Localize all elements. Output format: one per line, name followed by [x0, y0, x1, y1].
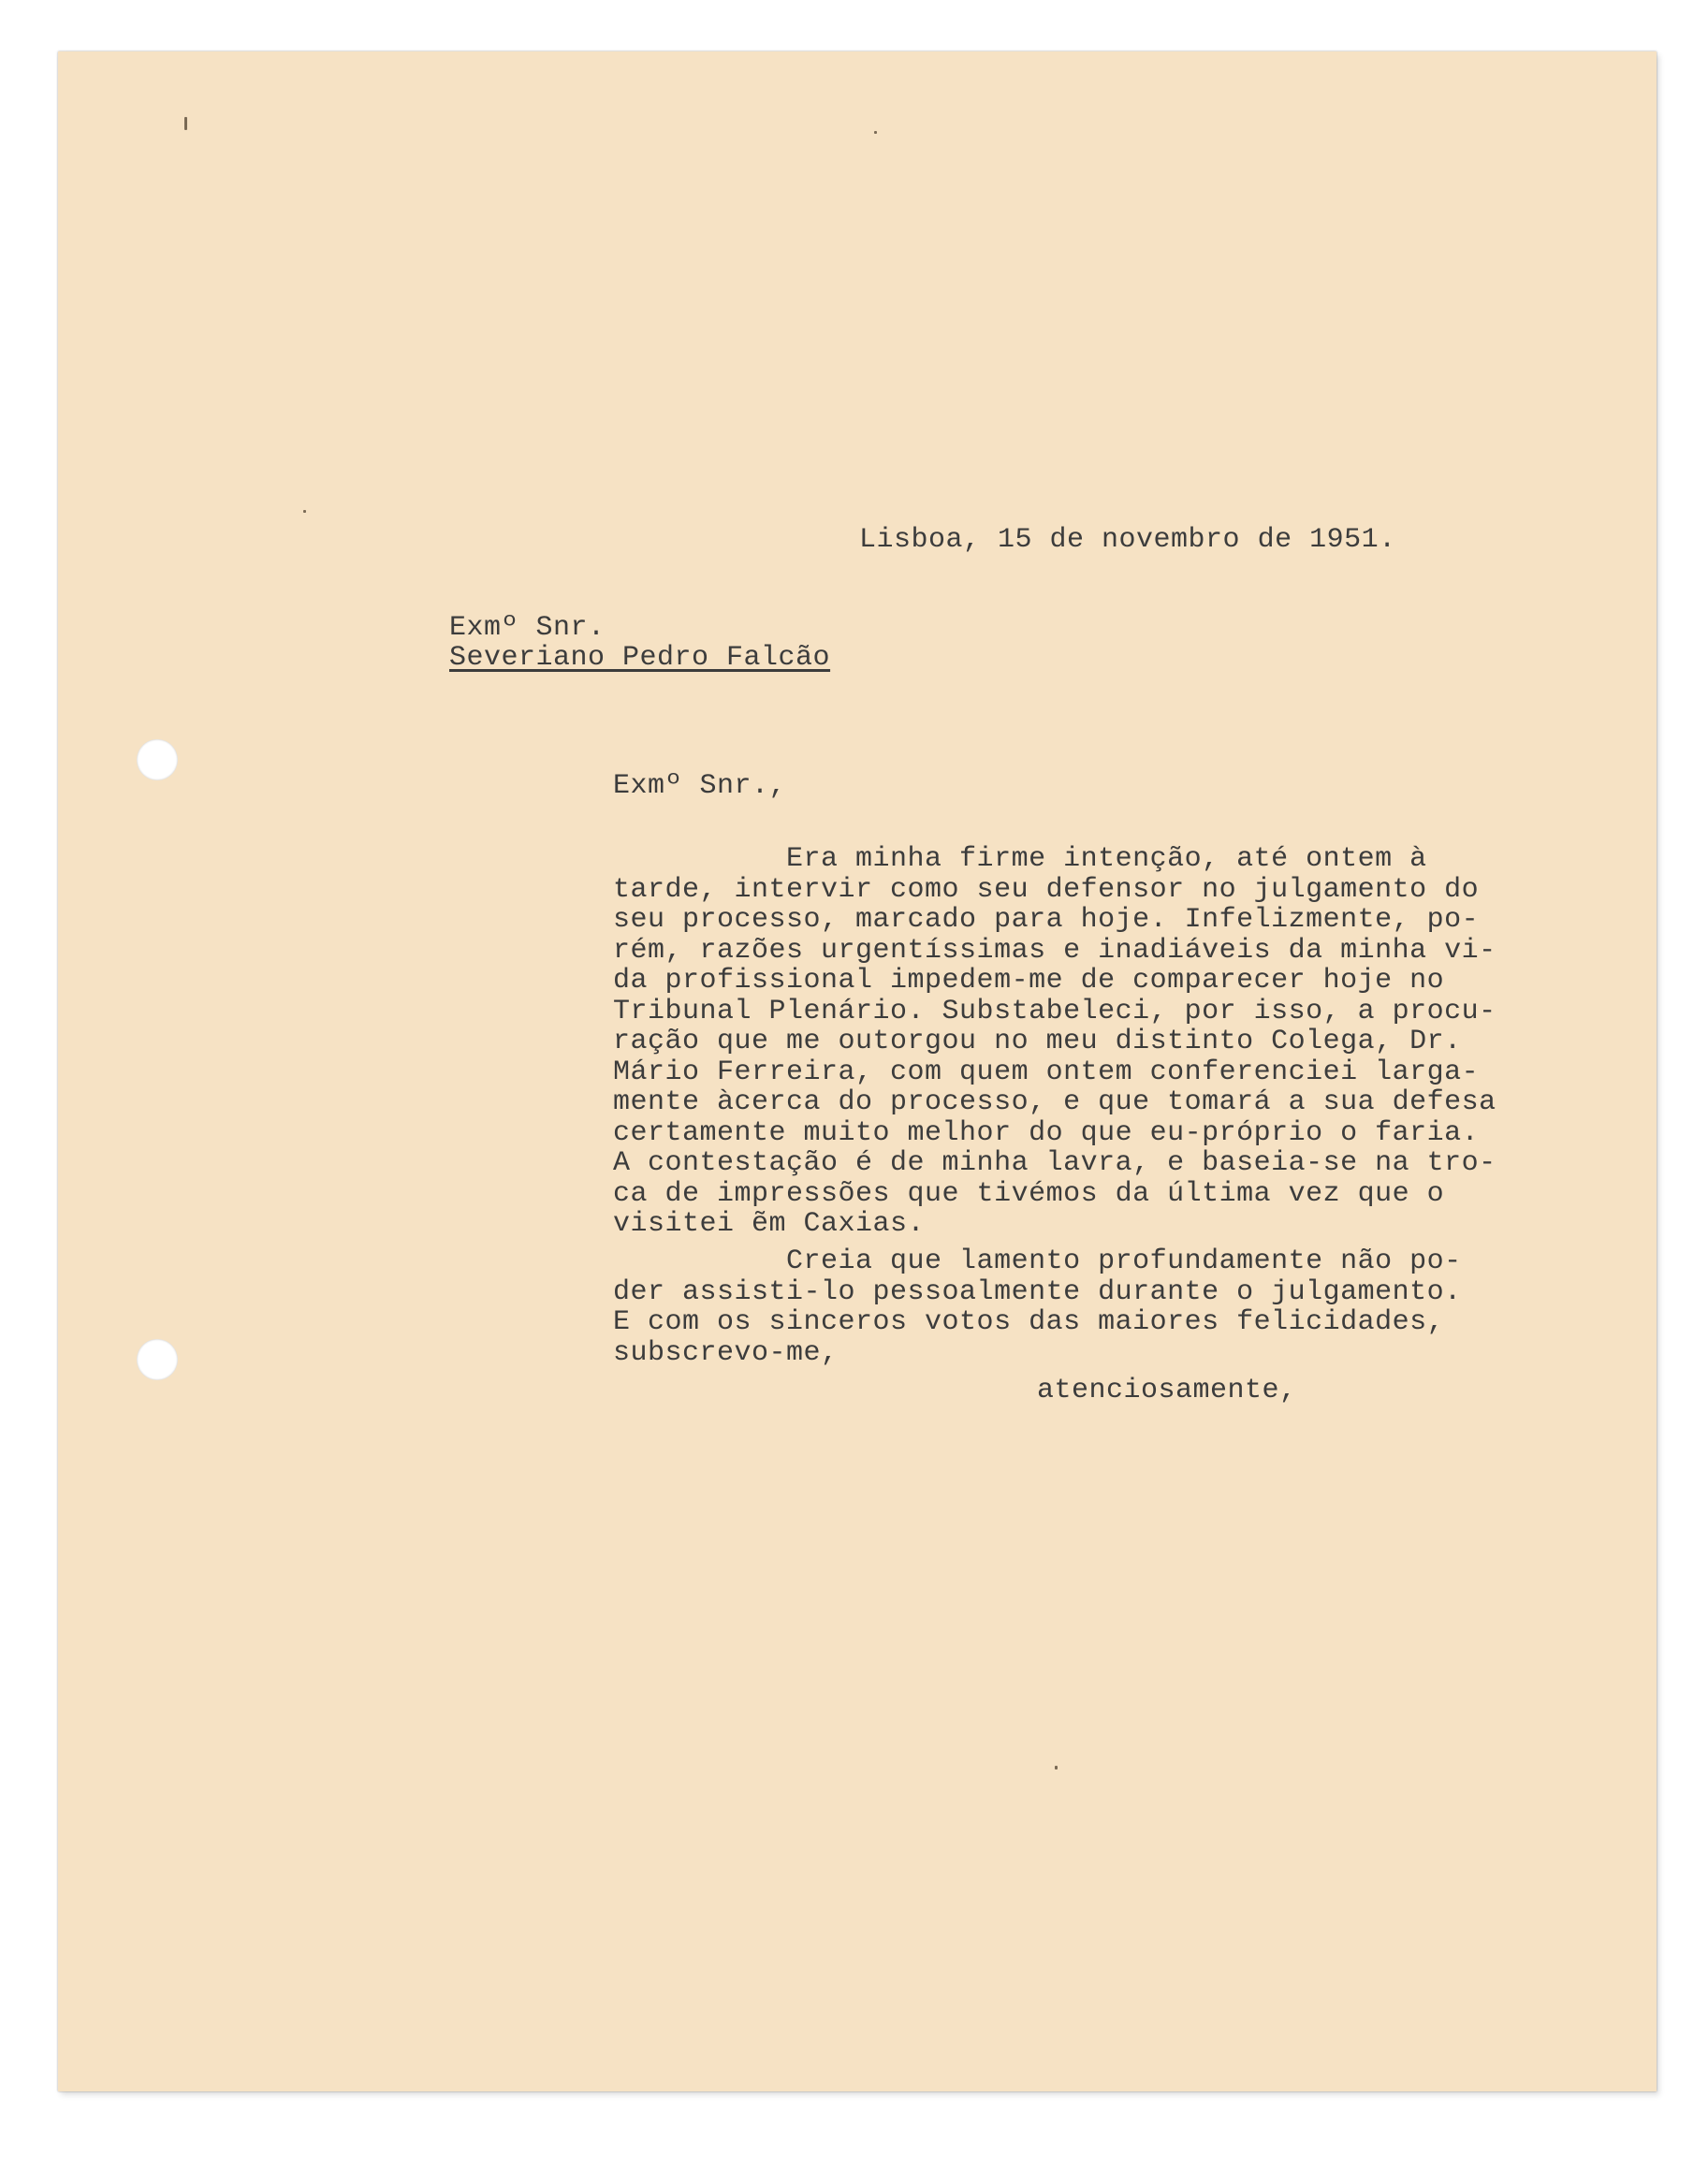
body-line: certamente muito melhor do que eu-próprio o faria.: [613, 1117, 1480, 1149]
paper-speck: [1055, 1766, 1058, 1769]
body-line: da profissional impedem-me de comparecer hoje no: [613, 965, 1445, 997]
paper-speck: [184, 117, 187, 130]
body-line: mente àcerca do processo, e que tomará a sua defesa: [613, 1086, 1496, 1118]
body-line: ração que me outorgou no meu distinto Colega, Dr.: [613, 1026, 1462, 1057]
body-line: Mário Ferreira, com quem ontem conferenciei larga-: [613, 1056, 1480, 1088]
salutation: Exmº Snr.,: [613, 770, 787, 802]
body-line: ca de impressões que tivémos da última vez que o: [613, 1178, 1445, 1210]
body-line: seu processo, marcado para hoje. Infelizmente, po-: [613, 904, 1480, 936]
paper-speck: [303, 510, 306, 513]
closing: atenciosamente,: [1037, 1375, 1297, 1406]
recipient-title: Exmº Snr.: [449, 612, 606, 644]
punch-hole-top: [137, 739, 178, 780]
body-line: tarde, intervir como seu defensor no julgamento do: [613, 874, 1480, 906]
body-line: E com os sinceros votos das maiores felicidades,: [613, 1306, 1445, 1338]
body-line: A contestação é de minha lavra, e baseia-se na tro-: [613, 1147, 1496, 1179]
paper-speck: [874, 131, 877, 134]
body-line: subscrevo-me,: [613, 1337, 839, 1369]
body-line: Creia que lamento profundamente não po-: [613, 1245, 1462, 1277]
body-line: der assisti-lo pessoalmente durante o julgamento.: [613, 1276, 1462, 1308]
punch-hole-bottom: [137, 1339, 178, 1380]
body-line: Era minha firme intenção, até ontem à: [613, 843, 1427, 875]
letter-date: Lisboa, 15 de novembro de 1951.: [859, 524, 1396, 556]
body-line: Tribunal Plenário. Substabeleci, por isso, a procu-: [613, 996, 1496, 1027]
body-line: rém, razões urgentíssimas e inadiáveis da minha vi-: [613, 935, 1496, 967]
body-line: visitei ẽm Caxias.: [613, 1208, 926, 1240]
recipient-name: Severiano Pedro Falcão: [449, 642, 831, 674]
